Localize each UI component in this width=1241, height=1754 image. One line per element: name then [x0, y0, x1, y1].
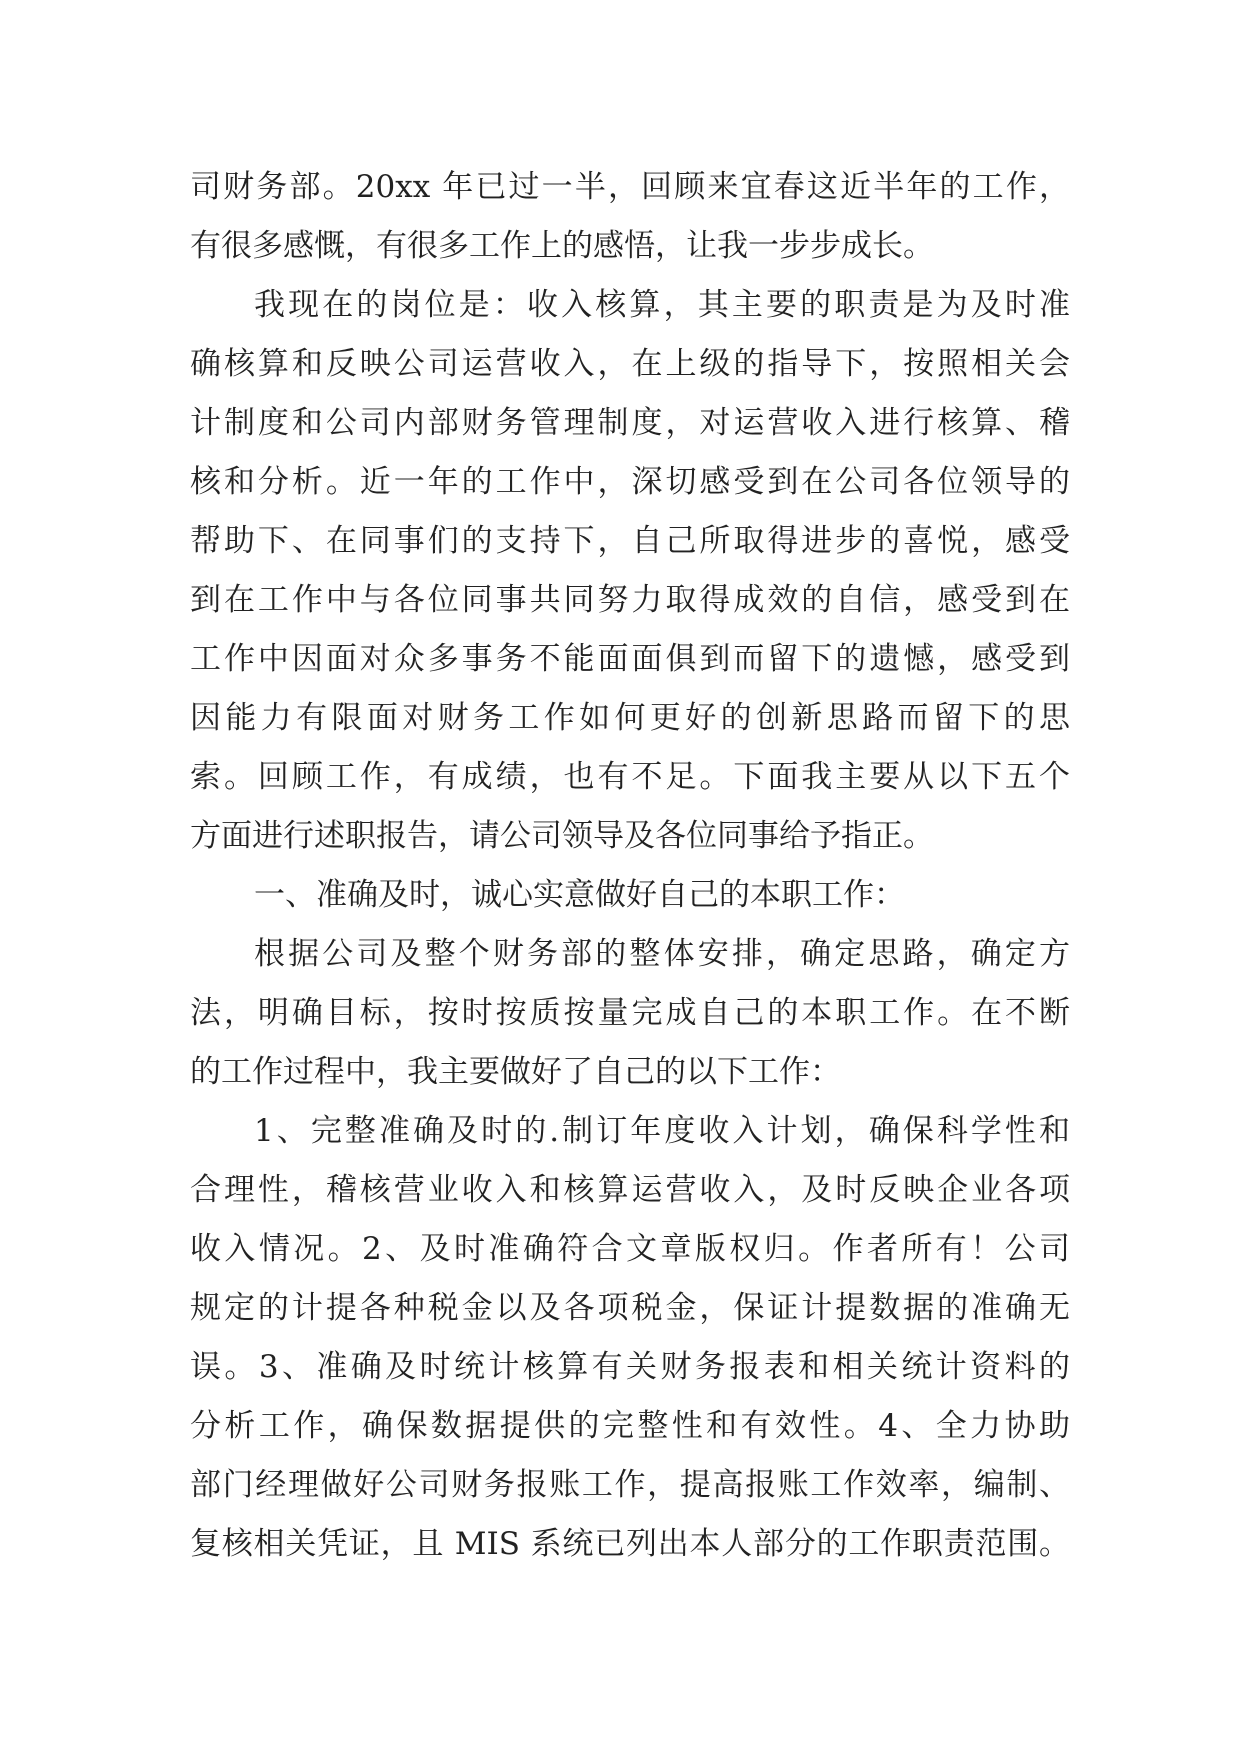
- text-line: 司财务部。20xx 年已过一半，回顾来宜春这近半年的工作，: [190, 169, 1070, 205]
- document-body: [190, 158, 1070, 1574]
- text-line: 复核相关凭证，且 MIS 系统已列出本人部分的工作职责范围。: [190, 1526, 1070, 1562]
- text-line: 到在工作中与各位同事共同努力取得成效的自信，感受到在: [190, 582, 1070, 618]
- text-line: 根据公司及整个财务部的整体安排，确定思路，确定方: [254, 936, 1070, 972]
- section-heading: 一、准确及时，诚心实意做好自己的本职工作：: [254, 877, 905, 913]
- text-line: 帮助下、在同事们的支持下，自己所取得进步的喜悦，感受: [190, 523, 1070, 559]
- text-line: 1、完整准确及时的.制订年度收入计划，确保科学性和: [254, 1113, 1070, 1149]
- text-line: 分析工作，确保数据提供的完整性和有效性。4、全力协助: [190, 1408, 1070, 1444]
- text-line: 误。3、准确及时统计核算有关财务报表和相关统计资料的: [190, 1349, 1070, 1385]
- text-line: 法，明确目标，按时按质按量完成自己的本职工作。在不断: [190, 995, 1070, 1031]
- text-line: 部门经理做好公司财务报账工作，提高报账工作效率，编制、: [190, 1467, 1070, 1503]
- text-line: 规定的计提各种税金以及各项税金，保证计提数据的准确无: [190, 1290, 1070, 1326]
- text-line: 核和分析。近一年的工作中，深切感受到在公司各位领导的: [190, 464, 1070, 500]
- text-line: 合理性，稽核营业收入和核算运营收入，及时反映企业各项: [190, 1172, 1070, 1208]
- text-line: 方面进行述职报告，请公司领导及各位同事给予指正。: [190, 818, 934, 854]
- text-line: 工作中因面对众多事务不能面面俱到而留下的遗憾，感受到: [190, 641, 1070, 677]
- text-line: 索。回顾工作，有成绩，也有不足。下面我主要从以下五个: [190, 759, 1070, 795]
- text-line: 收入情况。2、及时准确符合文章版权归。作者所有！公司: [190, 1231, 1070, 1267]
- text-line: 计制度和公司内部财务管理制度，对运营收入进行核算、稽: [190, 405, 1070, 441]
- text-line: 有很多感慨，有很多工作上的感悟，让我一步步成长。: [190, 228, 934, 264]
- text-line: 因能力有限面对财务工作如何更好的创新思路而留下的思: [190, 700, 1070, 736]
- text-line: 我现在的岗位是：收入核算，其主要的职责是为及时准: [254, 287, 1070, 323]
- text-line: 确核算和反映公司运营收入，在上级的指导下，按照相关会: [190, 346, 1070, 382]
- text-line: 的工作过程中，我主要做好了自己的以下工作：: [190, 1054, 841, 1090]
